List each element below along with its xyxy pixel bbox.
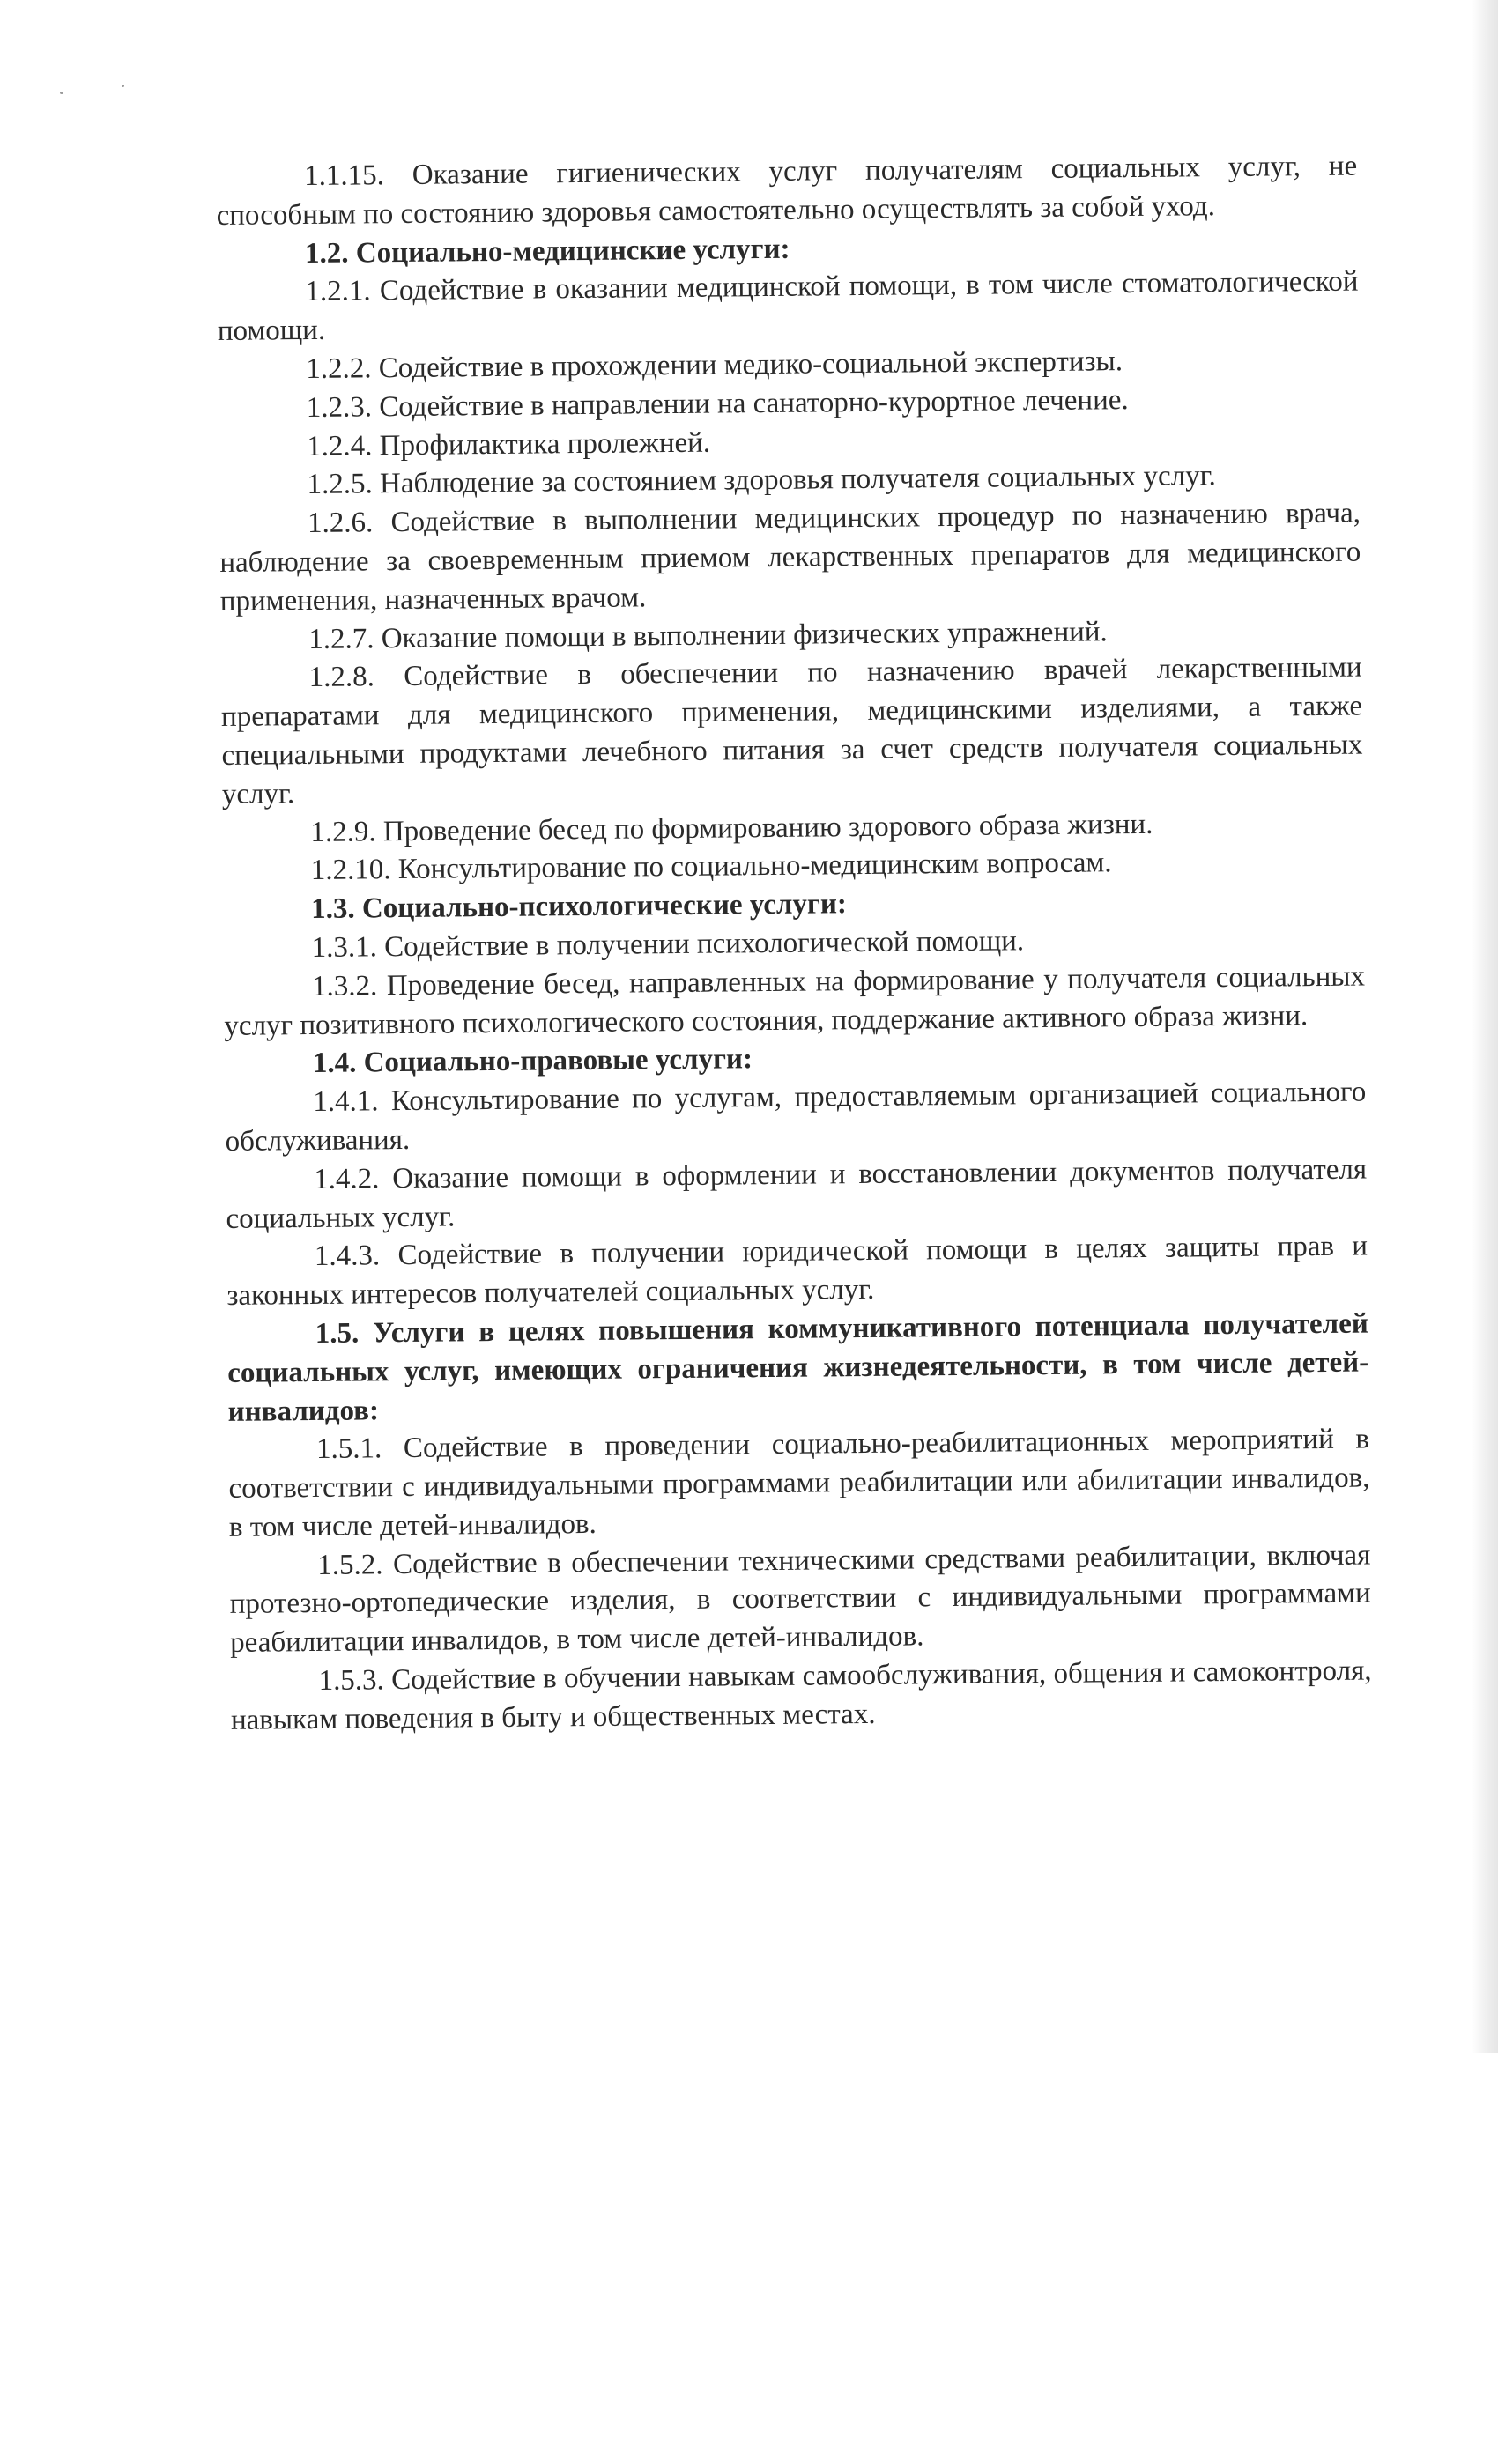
paragraph-1-2-7: 1.2.7. Оказание помощи в выполнении физических упражнений. <box>308 615 1108 655</box>
paragraph-1-2-6: 1.2.6. Содействие в выполнении медицинских процедур по назначению врача, наблюдение за своевременным приемом лекарственных препаратов для медицинского применения, назначенных врачом. <box>219 497 1361 618</box>
section-heading-1-5: 1.5. Услуги в целях повышения коммуникативного потенциала получателей социальных услуг, имеющих ограничения жизнедеятельности, в том числе детей-инвалидов: <box>227 1307 1369 1428</box>
paragraph-1-2-9: 1.2.9. Проведение бесед по формированию здорового образа жизни. <box>310 808 1153 848</box>
paragraph-1-4-3: 1.4.3. Содействие в получении юридической помощи в целях защиты прав и законных интересов получателей социальных услуг. <box>226 1230 1368 1313</box>
paragraph-1-4-2: 1.4.2. Оказание помощи в оформлении и восстановлении документов получателя социальных услуг. <box>226 1153 1368 1235</box>
document-body <box>216 148 1372 1741</box>
scan-shadow-edge <box>1472 0 1498 2053</box>
paragraph-1-2-1: 1.2.1. Содействие в оказании медицинской помощи, в том числе стоматологической помощи. <box>217 265 1359 348</box>
paragraph-1-3-2: 1.3.2. Проведение бесед, направленных на формирование у получателя социальных услуг позитивного психологического состояния, поддержание активного образа жизни. <box>224 960 1366 1042</box>
scan-speck <box>60 92 63 94</box>
paragraph-1-5-3: 1.5.3. Содействие в обучении навыкам самообслуживания, общения и самоконтроля, навыкам поведения в быту и общественных местах. <box>230 1654 1372 1736</box>
paragraph-1-2-3: 1.2.3. Содействие в направлении на санаторно-курортное лечение. <box>306 383 1129 424</box>
paragraph-1-3-1: 1.3.1. Содействие в получении психологической помощи. <box>311 925 1025 964</box>
paragraph-1-2-8: 1.2.8. Содействие в обеспечении по назначению врачей лекарственными препаратами для медицинского применения, медицинскими изделиями, а также специальными продуктами лечебного питания за счет средств получателя социальных услуг. <box>220 651 1363 810</box>
section-heading-1-4: 1.4. Социально-правовые услуги: <box>312 1043 753 1080</box>
paragraph-1-2-5: 1.2.5. Наблюдение за состоянием здоровья получателя социальных услуг. <box>307 460 1216 501</box>
paragraph-1-5-2: 1.5.2. Содействие в обеспечении техническими средствами реабилитации, включая протезно-ортопедические изделия, в соответствии с индивидуальными программами реабилитации инвалидов, в том числе детей-инвалидов. <box>229 1539 1371 1660</box>
paragraph-1-2-10: 1.2.10. Консультирование по социально-медицинским вопросам. <box>310 847 1112 887</box>
section-heading-1-2: 1.2. Социально-медицинские услуги: <box>304 233 790 270</box>
scan-speck <box>122 85 124 87</box>
section-heading-1-3: 1.3. Социально-психологические услуги: <box>311 888 848 926</box>
paragraph-1-1-15: 1.1.15. Оказание гигиенических услуг получателям социальных услуг, не способным по состоянию здоровья самостоятельно осуществлять за собой уход. <box>216 150 1358 232</box>
paragraph-1-4-1: 1.4.1. Консультирование по услугам, предоставляемым организацией социального обслуживания. <box>225 1076 1367 1158</box>
paragraph-1-2-2: 1.2.2. Содействие в прохождении медико-социальной экспертизы. <box>306 345 1124 386</box>
scan-page-bottom <box>1472 2053 1498 2464</box>
paragraph-1-5-1: 1.5.1. Содействие в проведении социально-реабилитационных мероприятий в соответствии с индивидуальными программами реабилитации или абилитации инвалидов, в том числе детей-инвалидов. <box>228 1423 1370 1543</box>
paragraph-1-2-4: 1.2.4. Профилактика пролежней. <box>306 426 711 462</box>
